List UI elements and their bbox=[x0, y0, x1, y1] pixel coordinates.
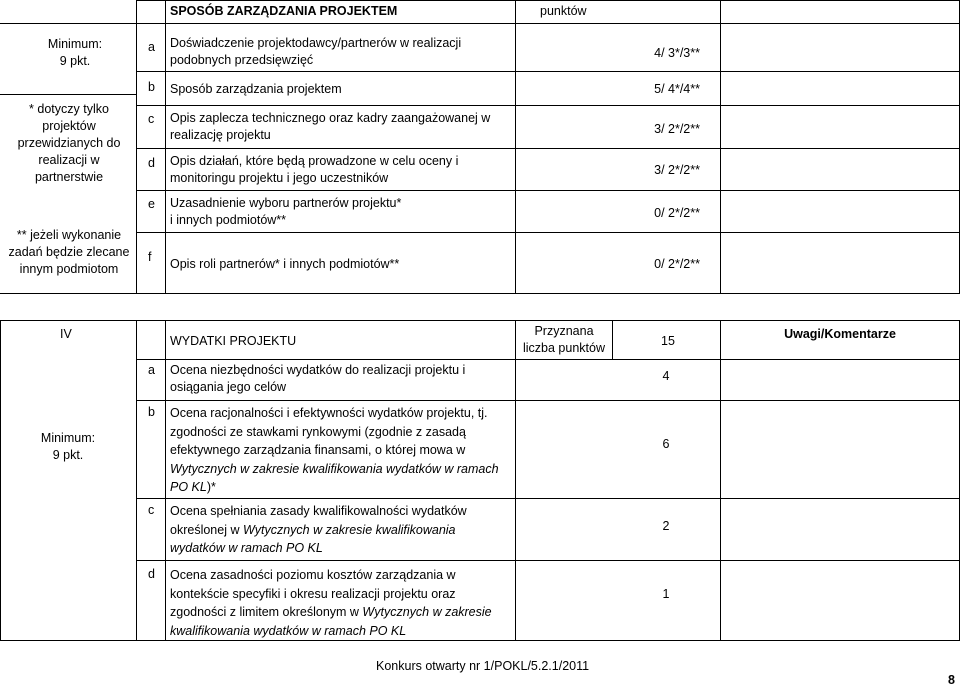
criterion-points: 5/ 4*/4** bbox=[654, 82, 700, 96]
criterion-text: Ocena racjonalności i efektywności wydatków projektu, tj. zgodności ze stawkami rynkowymi (zgodnie z zasadą efektywnego zarządzania finansami, o której mowa w Wytycznych w zakresie kwalifikowania wydatków w ramach PO KL)* bbox=[170, 406, 499, 494]
row-letter: e bbox=[148, 197, 155, 211]
comments-column-header: Uwagi/Komentarze bbox=[784, 327, 896, 341]
criterion-text: Uzasadnienie wyboru partnerów projektu* i innych podmiotów** bbox=[170, 196, 402, 227]
row-letter: f bbox=[148, 250, 152, 264]
table-title: SPOSÓB ZARZĄDZANIA PROJEKTEM bbox=[170, 4, 398, 18]
row-letter: b bbox=[148, 80, 155, 94]
criterion-points: 6 bbox=[662, 437, 670, 451]
criterion-text: Opis działań, które będą prowadzone w celu oceny i monitoringu projektu i jego uczestników bbox=[170, 154, 459, 185]
points-column-header: punktów bbox=[540, 4, 587, 18]
section-title: WYDATKI PROJEKTU bbox=[170, 334, 297, 348]
criterion-text: Ocena spełniania zasady kwalifikowalności wydatków określonej w Wytycznych w zakresie kwalifikowania wydatków w ramach PO KL bbox=[170, 504, 467, 555]
criterion-points: 1 bbox=[662, 587, 670, 601]
row-letter: b bbox=[148, 405, 155, 419]
row-letter: d bbox=[148, 567, 155, 581]
row-letter: c bbox=[148, 112, 155, 126]
criterion-text: Doświadczenie projektodawcy/partnerów w realizacji podobnych przedsięwzięć bbox=[170, 36, 462, 67]
criterion-text: Ocena zasadności poziomu kosztów zarządzania w kontekście specyfiki i okresu realizacji projektu oraz zgodności z limitem określonym w Wytycznych w zakresie kwalifikowania wydatków w ramach PO KL bbox=[170, 568, 492, 638]
minimum-points: Minimum: 9 pkt. bbox=[47, 37, 103, 68]
footer-competition-number: Konkurs otwarty nr 1/POKL/5.2.1/2011 bbox=[376, 659, 590, 673]
criterion-text: Opis roli partnerów* i innych podmiotów** bbox=[170, 257, 400, 271]
row-letter: d bbox=[148, 156, 155, 170]
footnote-subcontracting: ** jeżeli wykonanie zadań będzie zlecane innym podmiotom bbox=[8, 228, 130, 276]
row-letter: a bbox=[148, 40, 155, 54]
criterion-points: 0/ 2*/2** bbox=[654, 257, 700, 271]
criterion-text: Ocena niezbędności wydatków do realizacji projektu i osiągania jego celów bbox=[170, 363, 466, 394]
criterion-text: Sposób zarządzania projektem bbox=[170, 82, 342, 96]
points-column-header: Przyznana liczba punktów bbox=[523, 324, 605, 355]
criterion-points: 4 bbox=[662, 369, 670, 383]
criterion-points: 0/ 2*/2** bbox=[654, 206, 700, 220]
row-letter: a bbox=[148, 363, 155, 377]
criterion-points: 2 bbox=[662, 519, 670, 533]
criterion-points: 3/ 2*/2** bbox=[654, 163, 700, 177]
section-number: IV bbox=[60, 327, 72, 341]
criterion-points: 4/ 3*/3** bbox=[654, 46, 700, 60]
minimum-points: Minimum: 9 pkt. bbox=[40, 431, 96, 462]
row-letter: c bbox=[148, 503, 155, 517]
footnote-partnership: * dotyczy tylko projektów przewidzianych do realizacji w partnerstwie bbox=[17, 102, 121, 184]
page-number: 8 bbox=[948, 673, 955, 687]
total-points: 15 bbox=[661, 334, 675, 348]
criterion-points: 3/ 2*/2** bbox=[654, 122, 700, 136]
criterion-text: Opis zaplecza technicznego oraz kadry zaangażowanej w realizację projektu bbox=[170, 111, 491, 142]
